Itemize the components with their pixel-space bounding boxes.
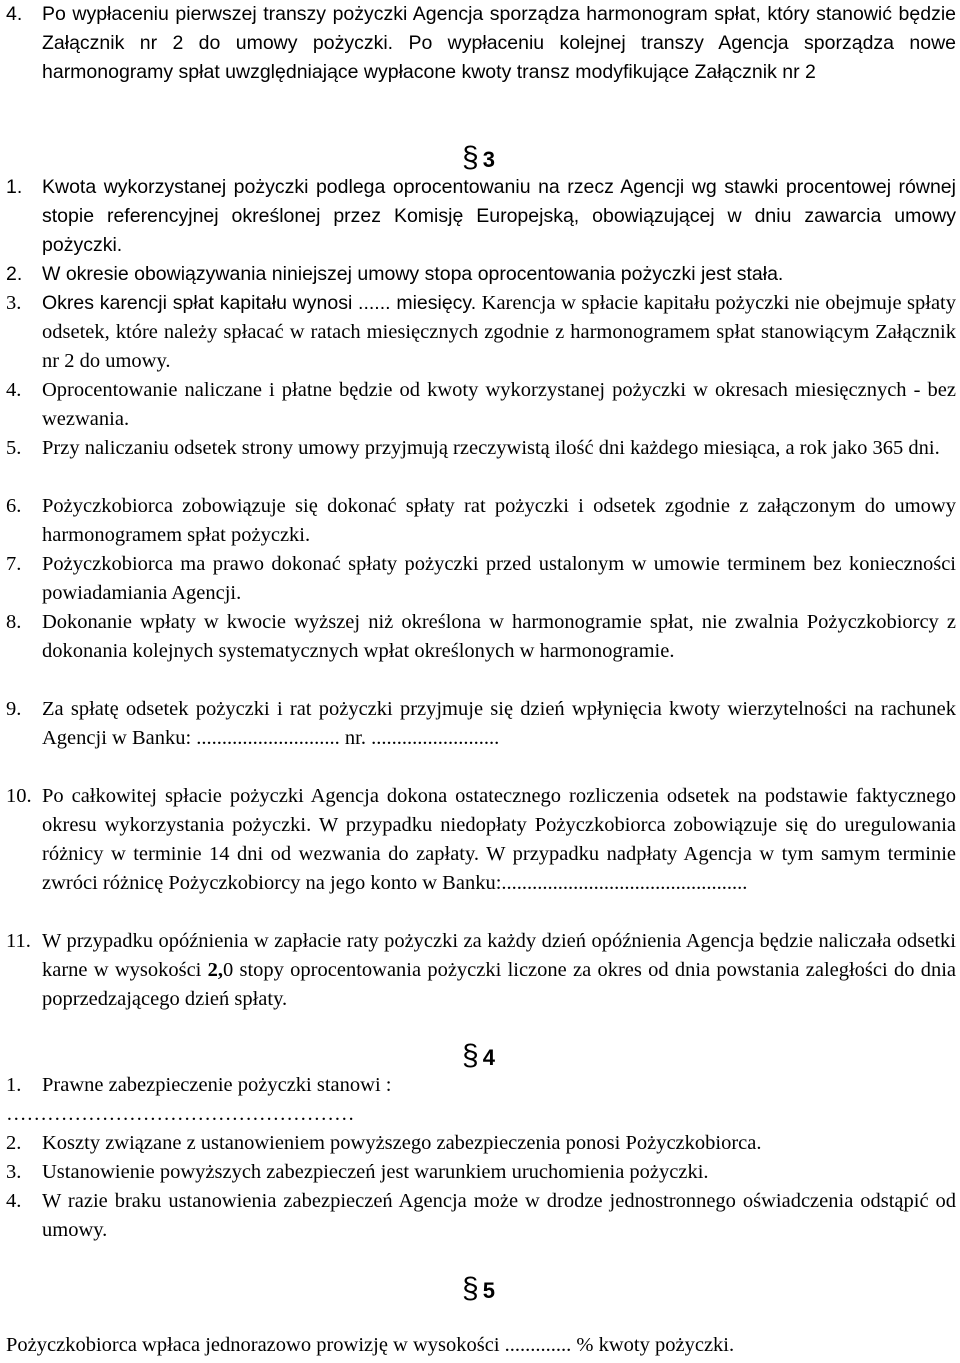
item-text: Przy naliczaniu odsetek strony umowy przyjmują rzeczywistą ilość dni każdego miesiąca, a rok jako 365 dni. [42, 437, 940, 459]
s3-item-5 [6, 434, 956, 463]
item-text: Pożyczkobiorca ma prawo dokonać spłaty pożyczki przed ustalonym w umowie terminem bez konieczności powiadamiania Agencji. [42, 553, 956, 604]
item-text-part: Karencja w spłacie kapitału pożyczki nie obejmuje spłaty odsetek, które należy spłacać w ratach miesięcznych zgodnie z harmonogramem spłat stanowiącym Załącznik nr 2 do umowy. [42, 292, 956, 372]
item-number: 9. [6, 698, 22, 720]
item-number: 8. [6, 611, 22, 633]
item-number: 4. [6, 379, 22, 401]
item-text: Po całkowitej spłacie pożyczki Agencja dokona ostatecznego rozliczenia odsetek na podstawie faktycznego okresu wykorzystania pożyczki. W przypadku niedopłaty Pożyczkobiorca zobowiązuje się do uregulowania różnicy w terminie 14 dni od wezwania do zapłaty. W przypadku nadpłaty Agencja w tym samym terminie zwróci różnicę Pożyczkobiorcy na jego konto w Banku:................................................ [42, 785, 956, 894]
item-text: Kwota wykorzystanej pożyczki podlega oprocentowaniu na rzecz Agencji wg stawki procentowej równej stopie referencyjnej określonej przez Komisję Europejską, obowiązującej w dniu zawarcia umowy pożyczki. [42, 176, 956, 256]
item-text: W razie braku ustanowienia zabezpieczeń Agencja może w drodze jednostronnego oświadczenia odstąpić od umowy. [42, 1190, 956, 1241]
item-number: 6. [6, 495, 22, 517]
section-number: 5 [482, 1278, 495, 1303]
item-text-part: 0 stopy oprocentowania pożyczki liczone za okres od dnia powstania zaległości do dnia poprzedzającego dzień spłaty. [42, 959, 956, 1010]
item-number: 3. [6, 292, 22, 314]
item-text-part: Prawne zabezpieczenie pożyczki stanowi : [42, 1074, 392, 1096]
item-text: Oprocentowanie naliczane i płatne będzie od kwoty wykorzystanej pożyczki w okresach miesięcznych - bez wezwania. [42, 379, 956, 430]
s4-item-2 [6, 1129, 956, 1158]
s3-item-7 [6, 550, 956, 608]
item-text: Ustanowienie powyższych zabezpieczeń jest warunkiem uruchomienia pożyczki. [42, 1161, 709, 1183]
section-symbol: § [462, 1272, 479, 1305]
item-number: 11. [6, 930, 31, 952]
s3-item-10 [6, 782, 956, 898]
item-number: 4. [6, 3, 23, 25]
s5-paragraph: Pożyczkobiorca wpłaca jednorazowo prowizję w wysokości ............. % kwoty pożyczki. [6, 1334, 735, 1356]
item-text: Koszty związane z ustanowieniem powyższego zabezpieczenia ponosi Pożyczkobiorca. [42, 1132, 762, 1154]
section-number: 3 [482, 147, 495, 172]
item-number: 2. [6, 1132, 22, 1154]
section-5-heading [462, 1272, 495, 1305]
item-text: Pożyczkobiorca zobowiązuje się dokonać spłaty rat pożyczki i odsetek zgodnie z załączonym do umowy harmonogramem spłat pożyczki. [42, 495, 956, 546]
section-number: 4 [482, 1045, 495, 1070]
item-text: W okresie obowiązywania niniejszej umowy stopa oprocentowania pożyczki jest stała. [42, 263, 784, 285]
s3-item-9 [6, 695, 956, 753]
item-text [42, 927, 956, 1014]
s3-item-6 [6, 492, 956, 550]
item-number: 10. [6, 785, 32, 807]
s3-item-8 [6, 608, 956, 666]
s2-item-4 [6, 0, 956, 87]
s3-item-2 [6, 260, 956, 289]
item-text [42, 289, 956, 376]
section-symbol: § [462, 141, 479, 174]
s3-item-1 [6, 173, 956, 260]
section-symbol: § [462, 1039, 479, 1072]
item-number: 3. [6, 1161, 22, 1183]
item-number: 1. [6, 1074, 22, 1096]
item-number: 4. [6, 1190, 22, 1212]
s3-item-11 [6, 927, 956, 1014]
item-text: Za spłatę odsetek pożyczki i rat pożyczki przyjmuje się dzień wpłynięcia kwoty wierzytelności na rachunek Agencji w Banku: ............................ nr. ......................... [42, 698, 956, 749]
item-number: 5. [6, 437, 22, 459]
item-number: 1. [6, 176, 23, 198]
item-text-part: Okres karencji spłat kapitału wynosi ...... miesięcy. [42, 292, 477, 314]
s3-item-3 [6, 289, 956, 376]
s3-item-4 [6, 376, 956, 434]
s4-item-1 [6, 1071, 956, 1100]
section-4-heading [462, 1039, 495, 1072]
security-blank-line: …………………………………………… [6, 1103, 355, 1125]
penalty-multiplier: 2, [207, 959, 223, 981]
s4-item-4 [6, 1187, 956, 1245]
section-3-heading [462, 141, 495, 174]
s4-item-3 [6, 1158, 956, 1187]
item-number: 2. [6, 263, 23, 285]
item-text-part: W przypadku opóźnienia w zapłacie raty pożyczki za każdy dzień opóźnienia Agencja będzie naliczała odsetki karne w wysokości [42, 930, 956, 981]
item-text [42, 1071, 956, 1100]
item-number: 7. [6, 553, 22, 575]
item-text: Po wypłaceniu pierwszej transzy pożyczki Agencja sporządza harmonogram spłat, który stanowić będzie Załącznik nr 2 do umowy pożyczki. Po wypłaceniu kolejnej transzy Agencja sporządza nowe harmonogramy spłat uwzględniające wypłacone kwoty transz modyfikujące Załącznik nr 2 [42, 3, 956, 83]
item-text: Dokonanie wpłaty w kwocie wyższej niż określona w harmonogramie spłat, nie zwalnia Pożyczkobiorcy z dokonania kolejnych systematycznych wpłat określonych w harmonogramie. [42, 611, 956, 662]
